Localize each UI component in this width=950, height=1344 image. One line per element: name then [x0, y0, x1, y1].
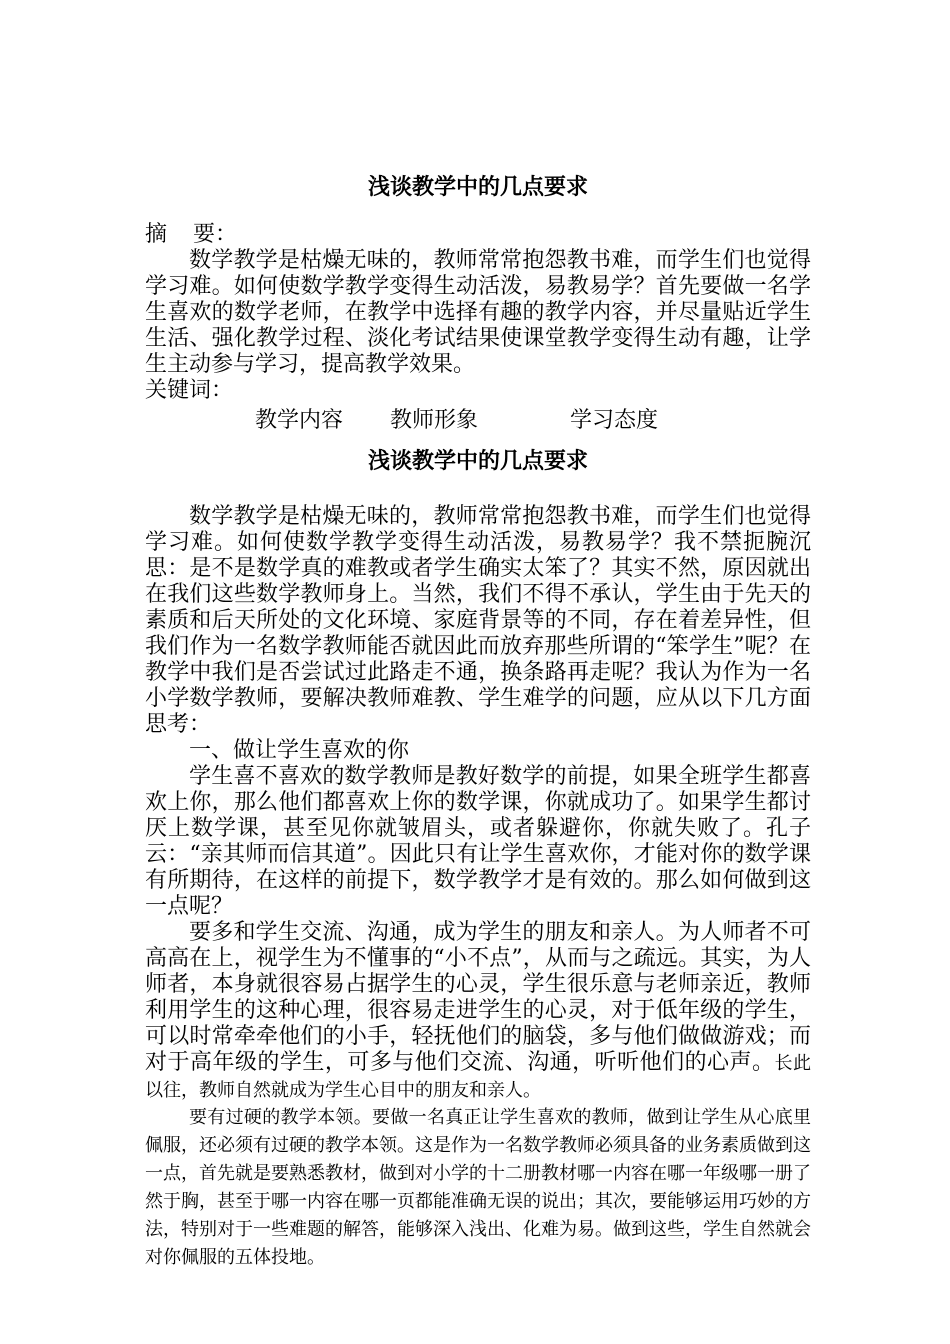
abstract-label-char2: 要：	[193, 222, 238, 247]
section-1-paragraph-2-main: 要多和学生交流、沟通，成为学生的朋友和亲人。为人师者不可高高在上，视学生为不懂事的“小不点”，从而与之疏远。其实，为人师者，本身就很容易占据学生的心灵，学生很乐意与老师亲近，教师利用学生的这种心理，很容易走进学生的心灵，对于低年级的学生，可以时常牵牵他们的小手，轻抚他们的脑袋，多与他们做做游戏；而对于高年级的学生，可多与他们交流、沟通，听听他们的心声。	[145, 920, 811, 1075]
intro-paragraph: 数学教学是枯燥无味的，教师常常抱怨教书难，而学生们也觉得学习难。如何使数学教学变得生动活泼，易教易学？我不禁扼腕沉思：是不是数学真的难教或者学生确实太笨了？其实不然，原因就出在我们这些数学教师身上。当然，我们不得不承认，学生由于先天的素质和后天所处的文化环境、家庭背景等的不同，存在着差异性，但我们作为一名数学教师能否就因此而放弃那些所谓的“笨学生”呢？在教学中我们是否尝试过此路走不通，换条路再走呢？我认为作为一名小学数学教师，要解决教师难教、学生难学的问题，应从以下几方面思考：	[145, 504, 811, 737]
keyword-1: 教学内容	[255, 408, 344, 433]
keyword-2: 教师形象	[390, 408, 479, 433]
body-title: 浅谈教学中的几点要求	[367, 448, 588, 474]
document-page	[145, 170, 811, 1272]
abstract-text: 数学教学是枯燥无味的，教师常常抱怨教书难，而学生们也觉得学习难。如何使数学教学变得生动活泼，易教易学？首先要做一名学生喜欢的数学老师，在教学中选择有趣的教学内容，并尽量贴近学生生活、强化教学过程、淡化考试结果使课堂教学变得生动有趣，让学生主动参与学习，提高教学效果。	[145, 248, 811, 377]
section-1-paragraph-2-tail: 长此以往，教师自然就成为学生心目中的朋友和亲人。	[145, 1053, 811, 1101]
section-1-paragraph-3: 要有过硬的教学本领。要做一名真正让学生喜欢的教师，做到让学生从心底里佩服，还必须有过硬的教学本领。这是作为一名数学教师必须具备的业务素质做到这一点，首先就是要熟悉教材，做到对小学的十二册教材哪一内容在哪一年级哪一册了然于胸，甚至于哪一内容在哪一页都能准确无误的说出；其次，要能够运用巧妙的方法，特别对于一些难题的解答，能够深入浅出、化难为易。做到这些，学生自然就会对你佩服的五体投地。	[145, 1107, 811, 1268]
section-1-paragraph-2	[145, 920, 811, 1104]
abstract-label-char1: 摘	[145, 222, 168, 247]
section-1-heading: 一、做让学生喜欢的你	[189, 738, 410, 763]
abstract-label	[145, 222, 811, 248]
section-1-paragraph-1: 学生喜不喜欢的数学教师是教好数学的前提，如果全班学生都喜欢上你，那么他们都喜欢上你的数学课，你就成功了。如果学生都讨厌上数学课，甚至见你就皱眉头，或者躲避你，你就失败了。孔子云：“亲其师而信其道”。因此只有让学生喜欢你，才能对你的数学课有所期待，在这样的前提下，数学教学才是有效的。那么如何做到这一点呢？	[145, 764, 811, 919]
keywords-label: 关键词：	[145, 378, 234, 403]
document-title: 浅谈教学中的几点要求	[367, 174, 588, 200]
keyword-3: 学习态度	[570, 408, 659, 433]
keywords-list	[145, 404, 811, 438]
